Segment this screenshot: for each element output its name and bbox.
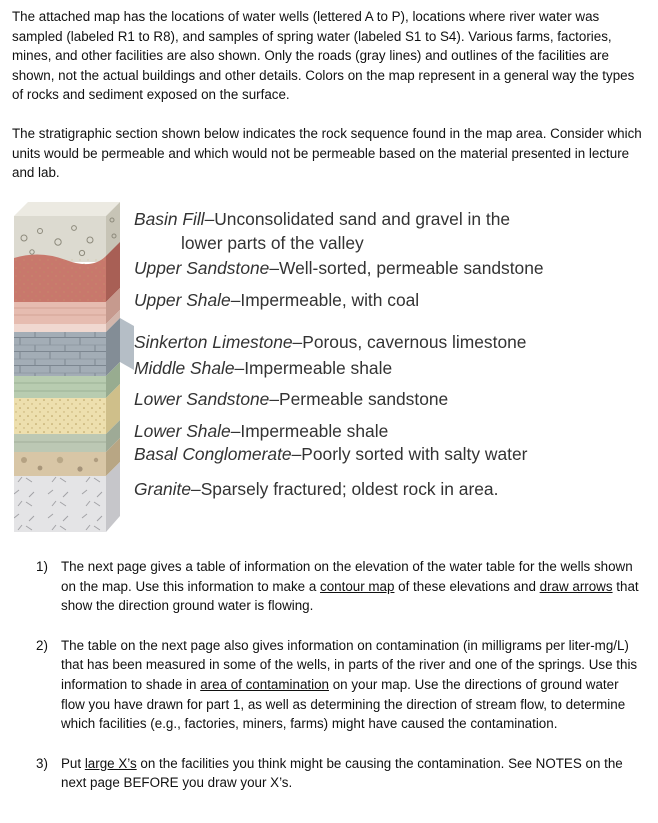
- unit-name: Upper Shale: [134, 290, 231, 310]
- unit-sinkerton-limestone: [134, 331, 526, 353]
- underlined-term: draw arrows: [539, 578, 613, 594]
- intro-paragraph-2: The stratigraphic section shown below indicates the rock sequence found in the map area. Consider which units would be permeable and which would not be permeable based on the material presented in lecture and lab.: [12, 126, 642, 181]
- question-list: [12, 557, 642, 793]
- unit-name: Upper Sandstone: [134, 258, 270, 278]
- unit-granite: [134, 478, 498, 500]
- question-text: Put: [61, 755, 85, 771]
- unit-name: Basin Fill: [134, 209, 205, 229]
- unit-upper-shale: [134, 289, 419, 311]
- unit-desc: –Sparsely fractured; oldest rock in area.: [191, 479, 499, 499]
- question-number: 3): [36, 755, 48, 771]
- intro-paragraph-1: The attached map has the locations of water wells (lettered A to P), locations where river water was sampled (labeled R1 to R8), and samples of spring water (labeled S1 to S4). Various farms, factories, mines, and other facilities are also shown. Only the roads (gray lines) and outlines of the facilities are shown, not the actual buildings and other details. Colors on the map represent in a general way the types of rocks and sediment exposed on the surface.: [12, 9, 635, 103]
- unit-descriptions: [134, 198, 654, 538]
- stratigraphic-column-illustration: [10, 198, 134, 538]
- underlined-term: large X’s: [84, 755, 137, 771]
- unit-name: Lower Shale: [134, 421, 231, 441]
- unit-middle-shale: [134, 357, 392, 379]
- question-number: 1): [36, 559, 48, 574]
- unit-desc: –Impermeable, with coal: [230, 290, 420, 310]
- underlined-term: contour map: [320, 578, 395, 594]
- unit-desc: –Impermeable shale: [234, 358, 393, 378]
- question-2: [12, 636, 642, 734]
- question-number: 2): [36, 637, 48, 653]
- unit-desc: lower parts of the valley: [181, 233, 364, 253]
- question-text: The table on the next page also gives information on contamination (in milligrams per liter-mg/L) that has been measured in some of the wells, in parts of the river and one of the springs. Use this information to shade in: [61, 637, 638, 692]
- unit-desc: –Porous, cavernous limestone: [292, 332, 527, 352]
- unit-desc: –Poorly sorted with salty water: [291, 444, 528, 464]
- unit-lower-shale: [134, 420, 388, 442]
- unit-upper-sandstone: [134, 257, 544, 279]
- question-text: on your map. Use the directions of ground water flow you have drawn for part 1, as well as determining the direction of stream flow, to determine which facilities (e.g., factories, miners, farms) might have caused the contamination.: [61, 676, 626, 732]
- unit-name: Granite: [134, 479, 192, 499]
- unit-name: Middle Shale: [134, 358, 235, 378]
- unit-name: Lower Sandstone: [134, 389, 270, 409]
- question-text: on the facilities you think might be causing the contamination. See NOTES on the next page BEFORE you draw your X’s.: [61, 755, 623, 791]
- unit-basal-conglomerate: [134, 443, 527, 465]
- question-text: that show the direction ground water is flowing.: [61, 578, 639, 614]
- stratigraphic-section: [10, 198, 650, 538]
- unit-basin-fill: [134, 208, 510, 230]
- question-1: [12, 557, 642, 616]
- underlined-term: area of contamination: [200, 676, 329, 692]
- basin-fill-layer: [14, 202, 120, 262]
- unit-desc: –Unconsolidated sand and gravel in the: [204, 209, 511, 229]
- unit-lower-sandstone: [134, 388, 448, 410]
- unit-name: Basal Conglomerate: [134, 444, 292, 464]
- question-text: of these elevations and: [394, 578, 540, 594]
- unit-basin-fill-line2: [181, 232, 364, 254]
- unit-desc: –Permeable sandstone: [269, 389, 449, 409]
- question-text: The next page gives a table of information on the elevation of the water table for the wells shown on the map. Use this information to make a: [61, 559, 633, 594]
- unit-name: Sinkerton Limestone: [134, 332, 293, 352]
- question-3: [12, 754, 642, 793]
- unit-desc: –Impermeable shale: [230, 421, 389, 441]
- unit-desc: –Well-sorted, permeable sandstone: [269, 258, 544, 278]
